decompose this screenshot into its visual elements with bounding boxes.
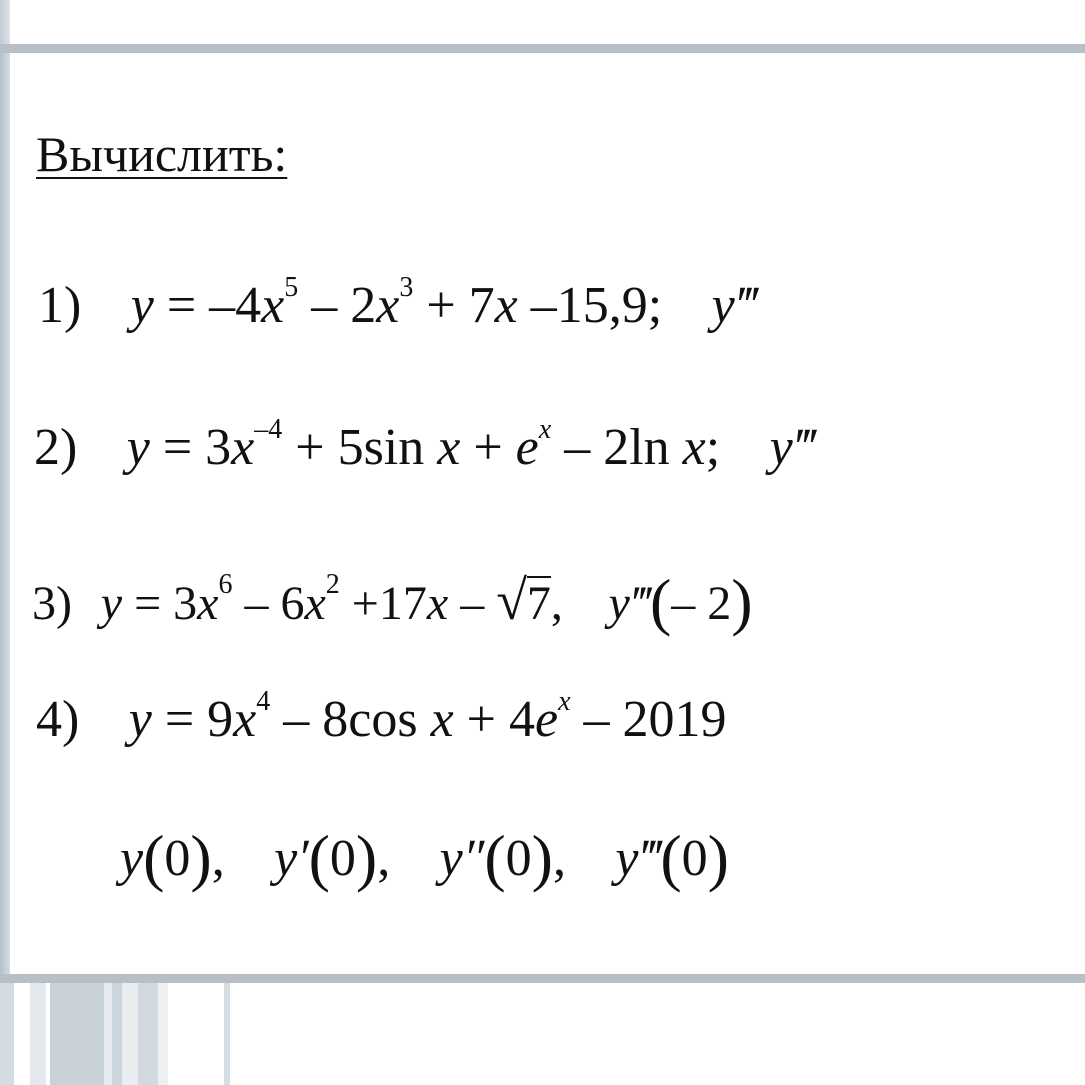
close-paren: ) <box>190 822 212 893</box>
close-paren: ) <box>355 822 378 893</box>
var-y: y <box>274 830 298 887</box>
constant-term: 2019 <box>622 691 727 748</box>
open-paren: ( <box>484 822 506 893</box>
target-derivative-y: y <box>608 577 630 630</box>
target-derivative-y: y <box>711 277 735 334</box>
open-paren: ( <box>660 822 682 893</box>
evaluation-item <box>274 822 391 893</box>
evaluation-list <box>120 822 729 893</box>
equals-sign: = <box>134 577 162 630</box>
coefficient: 3 <box>173 577 198 630</box>
exponent: 6 <box>218 569 233 600</box>
operator: + <box>473 419 503 476</box>
exponent: 5 <box>284 272 299 303</box>
coefficient: –4 <box>209 277 262 334</box>
comma: , <box>552 830 566 887</box>
constant-term: 15,9; <box>556 277 663 334</box>
triple-prime: ‴ <box>792 419 815 476</box>
close-paren: ) <box>531 822 553 893</box>
close-paren: ) <box>731 566 753 637</box>
prime-mark: ‴ <box>638 830 661 887</box>
evaluation-item <box>439 822 566 893</box>
coefficient: 6 <box>280 577 305 630</box>
problem-4 <box>36 686 727 748</box>
problem-number: 2) <box>34 419 78 476</box>
coefficient: 2 <box>350 277 377 334</box>
operator: – <box>530 277 557 334</box>
evaluation-point: 0 <box>681 830 708 887</box>
var-x: x <box>233 691 257 748</box>
var-y: y <box>100 577 123 630</box>
comma: , <box>211 830 225 887</box>
operator: – <box>564 419 591 476</box>
var-x: x <box>261 277 285 334</box>
open-paren: ( <box>308 822 330 893</box>
triple-prime: ‴ <box>629 577 650 630</box>
var-x: x <box>304 577 326 630</box>
operator: – <box>244 577 269 630</box>
coefficient: 9 <box>207 691 234 748</box>
coefficient: 4 <box>508 691 535 748</box>
open-paren: ( <box>143 822 165 893</box>
prime-mark: ′ <box>297 830 309 887</box>
operator: – <box>583 691 610 748</box>
exponent: 2 <box>325 569 340 600</box>
coefficient: 7 <box>468 277 495 334</box>
var-x: x <box>197 577 219 630</box>
problem-number: 3) <box>32 577 72 630</box>
evaluation-item <box>615 822 729 893</box>
coefficient: 17 <box>378 577 427 630</box>
function-sin: sin <box>363 419 425 476</box>
operator: – <box>311 277 338 334</box>
exponent: 4 <box>256 686 271 717</box>
problem-2 <box>34 414 815 476</box>
slide-title: Вычислить: <box>36 126 288 182</box>
var-x: x <box>430 691 454 748</box>
target-derivative-y: y <box>769 419 793 476</box>
var-y: y <box>439 830 463 887</box>
euler-e: e <box>515 419 539 476</box>
close-paren: ) <box>707 822 729 893</box>
radicand: 7 <box>526 577 551 630</box>
equals-sign: = <box>164 691 195 748</box>
var-y: y <box>120 830 144 887</box>
operator: – <box>460 577 485 630</box>
var-x: x <box>682 419 706 476</box>
var-x: x <box>494 277 518 334</box>
problem-3 <box>32 566 753 637</box>
exponent: –4 <box>254 414 283 445</box>
evaluation-point: 0 <box>164 830 191 887</box>
coefficient: 2 <box>603 419 630 476</box>
problem-1 <box>38 272 757 334</box>
var-y: y <box>126 419 150 476</box>
evaluation-point: 0 <box>329 830 356 887</box>
function-ln: ln <box>629 419 670 476</box>
frame-top-strip <box>0 0 10 48</box>
var-x: x <box>376 277 400 334</box>
var-x: x <box>437 419 461 476</box>
exponent: x <box>538 414 552 445</box>
var-y: y <box>128 691 152 748</box>
operator: + <box>426 277 456 334</box>
triple-prime: ‴ <box>734 277 757 334</box>
var-y: y <box>130 277 154 334</box>
function-cos: cos <box>348 691 418 748</box>
operator: + <box>466 691 496 748</box>
euler-e: e <box>534 691 559 748</box>
comma: , <box>550 577 563 630</box>
var-x: x <box>231 419 255 476</box>
var-y: y <box>615 830 639 887</box>
evaluation-point: – 2 <box>671 577 732 630</box>
comma: , <box>377 830 391 887</box>
coefficient: 5 <box>337 419 364 476</box>
frame-bottom-stripes <box>0 983 230 1085</box>
coefficient: 3 <box>205 419 232 476</box>
frame-bottom-divider <box>0 974 1085 983</box>
equals-sign: = <box>162 419 193 476</box>
evaluation-point: 0 <box>505 830 532 887</box>
evaluation-item <box>120 822 225 893</box>
open-paren: ( <box>649 566 672 637</box>
problem-number: 4) <box>36 691 80 748</box>
frame-top-divider <box>0 44 1085 53</box>
problem-number: 1) <box>38 277 82 334</box>
square-root-sign: √ <box>496 570 527 632</box>
operator: + <box>351 577 379 630</box>
operator: + <box>295 419 325 476</box>
equals-sign: = <box>166 277 197 334</box>
exponent: 3 <box>399 272 414 303</box>
var-x: x <box>426 577 449 630</box>
exponent: x <box>558 686 571 717</box>
semicolon: ; <box>705 419 721 476</box>
operator: – <box>283 691 310 748</box>
prime-mark: ″ <box>462 830 485 887</box>
frame-left-bar <box>0 53 10 975</box>
coefficient: 8 <box>322 691 349 748</box>
